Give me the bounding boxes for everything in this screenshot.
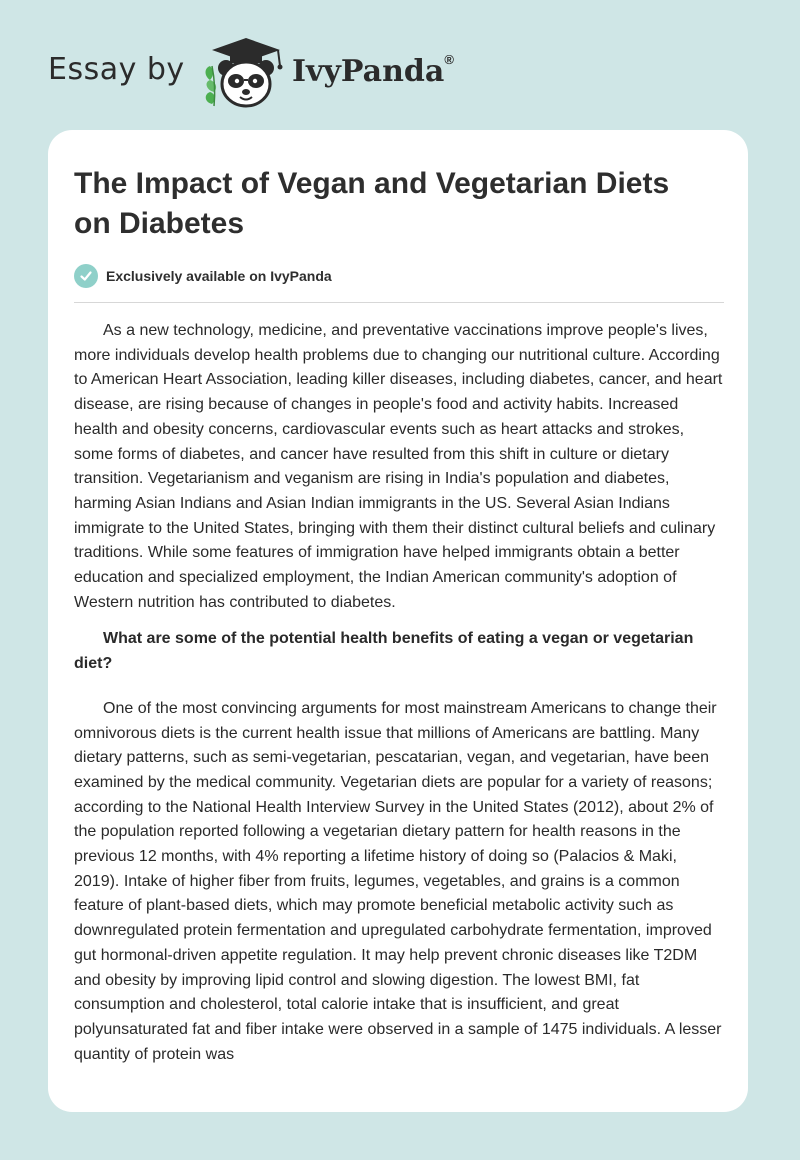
divider bbox=[74, 302, 724, 303]
check-circle-icon bbox=[74, 264, 98, 288]
exclusive-badge bbox=[74, 264, 332, 288]
essay-title: The Impact of Vegan and Vegetarian Diets on Diabetes bbox=[74, 167, 670, 240]
essay-by-label: Essay by bbox=[48, 52, 185, 87]
section-question: What are some of the potential health benefits of eating a vegan or vegetarian diet? bbox=[74, 630, 694, 673]
essay-body bbox=[74, 319, 726, 1079]
paragraph: One of the most convincing arguments for most mainstream Americans to change their omnivorous diets is the current health issue that millions of Americans are battling. Many dietary patterns, such as semi-vegetarian, pescatarian, vegan, and vegetarian, have been examined by the medical community. Vegetarian diets are popular for a variety of reasons; according to the National Health Interview Survey in the United States (2012), about 2% of the population reported following a vegetarian dietary pattern for health reasons in the previous 12 months, with 4% reporting a lifetime history of doing so (Palacios & Maki, 2019). Intake of higher fiber from fruits, legumes, vegetables, and grains is a common feature of plant-based diets, which may promote beneficial metabolic activity such as downregulated protein fermentation and upregulated carbohydrate fermentation, improved gut hormonal-driven appetite regulation. It may help prevent chronic diseases like T2DM and obesity by improving lipid control and slowing digestion. The lowest BMI, fat consumption and cholesterol, total calorie intake that is insufficient, and great polyunsaturated fat and fiber intake were observed in a sample of 1475 individuals. A lesser quantity of protein was bbox=[74, 699, 722, 1063]
site-header bbox=[48, 30, 548, 110]
paragraph: As a new technology, medicine, and preventative vaccinations improve people's lives, more individuals develop health problems due to changing our nutritional culture. According to American Heart Association, leading killer diseases, including diabetes, cancer, and heart disease, are rising because of changes in people's food and activity habits. Increased health and obesity concerns, cardiovascular events such as heart attacks and strokes, some forms of diabetes, and cancer have resulted from this shift in culture or dietary transition. Vegetarianism and veganism are rising in India's population and diabetes, harming Asian Indians and Asian Indian immigrants in the US. Several Asian Indians immigrate to the United States, bringing with them their distinct cultural beliefs and culinary traditions. While some features of immigration have helped immigrants obtain a better education and specialized employment, the Indian American community's adoption of Western nutrition has contributed to diabetes. bbox=[74, 322, 723, 611]
brand-name[interactable]: IvyPanda® bbox=[292, 52, 454, 89]
essay-card bbox=[48, 130, 748, 1112]
panda-graduate-icon[interactable] bbox=[200, 36, 292, 112]
exclusive-label: Exclusively available on IvyPanda bbox=[106, 268, 332, 284]
